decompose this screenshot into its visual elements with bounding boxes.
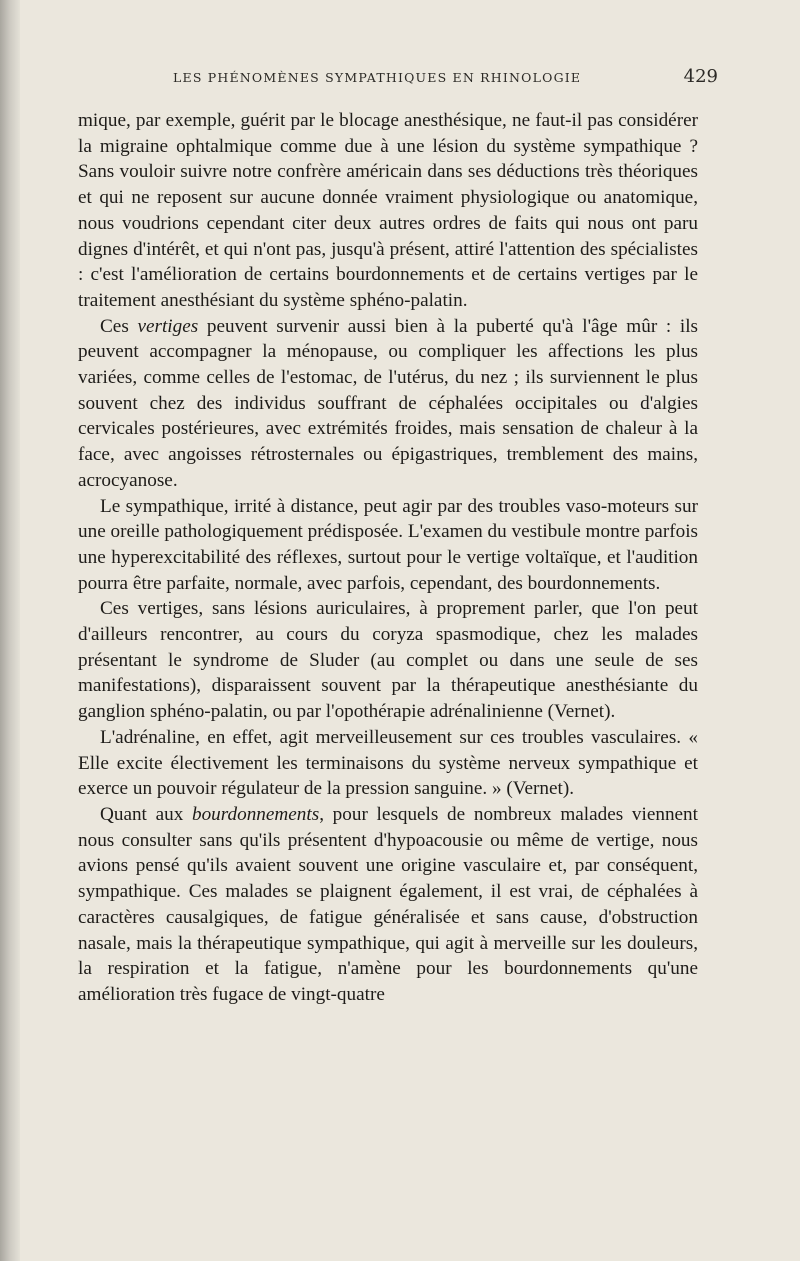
paragraph-3: Le sympathique, irrité à distance, peut agir par des troubles vaso-moteurs sur une oreille pathologiquement prédisposée. L'examen du vestibule montre parfois une hyperexcitabilité des réflexes, surtout pour le vertige voltaïque, et l'audition pourra être parfaite, normale, avec parfois, cependant, des bourdonnements. <box>78 495 698 594</box>
paragraph-2 <box>78 314 698 494</box>
paragraph-2-start: Ces <box>100 315 138 337</box>
paragraph-6 <box>78 802 698 1008</box>
binding-shadow <box>0 0 20 1261</box>
page-number: 429 <box>683 66 718 87</box>
running-header <box>78 64 718 90</box>
italic-bourdonnements: bourdonnements <box>191 803 320 825</box>
italic-vertiges: vertiges <box>137 315 199 337</box>
paragraph-1: mique, par exemple, guérit par le blocage anesthésique, ne faut-il pas considérer la migraine ophtalmique comme due à une lésion du système sympathique ? Sans vouloir suivre notre confrère américain dans ses déductions très théoriques et qui ne reposent sur aucune donnée vraiment physiologique ou anatomique, nous voudrions cependant citer deux autres ordres de faits qui nous ont paru dignes d'intérêt, et qui n'ont pas, jusqu'à présent, attiré l'attention des spécialistes : c'est l'amélioration de certains bourdonnements et de certains vertiges par le traitement anesthésiant du système sphéno-palatin. <box>78 110 698 311</box>
paragraph-6-start: Quant aux <box>100 803 192 825</box>
running-title: LES PHÉNOMÈNES SYMPATHIQUES EN RHINOLOGIE <box>173 70 582 85</box>
book-page <box>78 64 718 1008</box>
paragraph-5: L'adrénaline, en effet, agit merveilleusement sur ces troubles vasculaires. « Elle excite électivement les terminaisons du système nerveux sympathique et exerce un pouvoir régulateur de la pression sanguine. » (Vernet). <box>78 726 698 800</box>
paragraph-4: Ces vertiges, sans lésions auriculaires, à proprement parler, que l'on peut d'ailleurs rencontrer, au cours du coryza spasmodique, chez les malades présentant le syndrome de Sluder (au complet ou dans une seule de ses manifestations), disparaissent souvent par la thérapeutique anesthésiante du ganglion sphéno-palatin, ou par l'opothérapie adrénalinienne (Vernet). <box>78 598 698 723</box>
paragraph-6-rest: , pour lesquels de nombreux malades viennent nous consulter sans qu'ils présentent d'hypoacousie ou même de vertige, nous avions pensé qu'ils avaient souvent une origine vasculaire et, par conséquent, sympathique. Ces malades se plaignent également, il est vrai, de céphalées à caractères causalgiques, de fatigue généralisée et sans cause, d'obstruction nasale, mais la thérapeutique sympathique, qui agit à merveille sur les douleurs, la respiration et la fatigue, n'amène pour les bourdonnements qu'une amélioration très fugace de vingt-quatre <box>78 803 698 1005</box>
body-text <box>78 108 698 1008</box>
paragraph-2-rest: peuvent survenir aussi bien à la puberté qu'à l'âge mûr : ils peuvent accompagner la ménopause, ou compliquer les affections les plus variées, comme celles de l'estomac, de l'utérus, du nez ; ils surviennent le plus souvent chez des individus souffrant de céphalées occipitales ou d'algies cervicales postérieures, avec extrémités froides, mais sensation de chaleur à la face, avec angoisses rétrosternales ou épigastriques, tremblement des mains, acrocyanose. <box>78 315 698 491</box>
